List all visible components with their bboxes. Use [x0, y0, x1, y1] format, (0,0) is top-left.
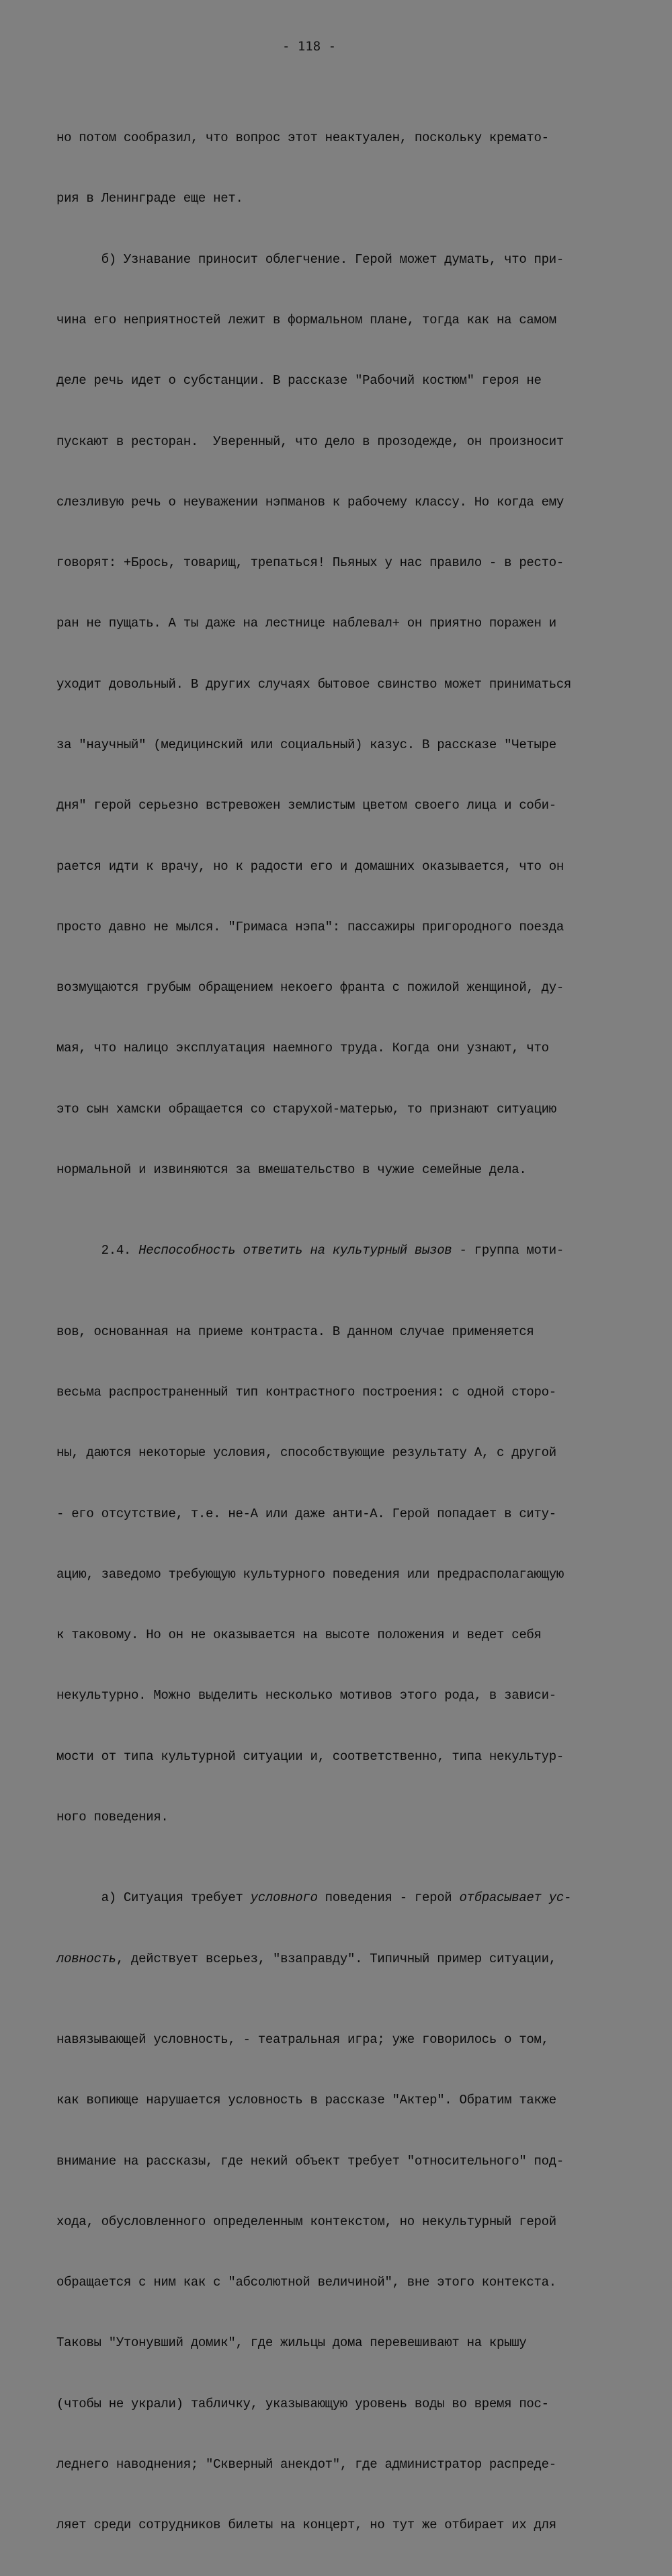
text-line: б) Узнавание приносит облегчение. Герой может думать, что при- — [56, 251, 564, 267]
text-line: пускают в ресторан. Уверенный, что дело в прозодежде, он произносит — [56, 434, 564, 449]
para-a-prefix: а) Ситуация требует — [56, 1890, 251, 1906]
text-line: - его отсутствие, т.е. не-А или даже анти-А. Герой попадает в ситу- — [56, 1506, 556, 1521]
paragraph-a-line-1 — [56, 1888, 618, 1908]
section-heading-line — [56, 1240, 618, 1260]
text-line: но потом сообразил, что вопрос этот неактуален, поскольку кремато- — [56, 130, 549, 146]
text-line: ляет среди сотрудников билеты на концерт, но тут же отбирает их для — [56, 2518, 556, 2533]
text-line: обращается с ним как с "абсолютной величиной", вне этого контекста. — [56, 2275, 556, 2290]
text-line: говорят: +Брось, товарищ, трепаться! Пьяных у нас правило - в ресто- — [56, 555, 564, 571]
body-text — [56, 87, 618, 2576]
text-line: нормальной и извиняются за вмешательство в чужие семейные дела. — [56, 1162, 527, 1177]
text-line: хода, обусловленного определенным контекстом, но некультурный герой — [56, 2214, 556, 2229]
text-line: к таковому. Но он не оказывается на высоте положения и ведет себя — [56, 1627, 542, 1643]
text-line: Таковы "Утонувший домик", где жильцы дома перевешивают на крышу — [56, 2335, 527, 2351]
text-line: (чтобы не украли) табличку, указывающую уровень воды во время пос- — [56, 2396, 549, 2411]
text-line: навязывающей условность, - театральная игра; уже говорилось о том, — [56, 2032, 549, 2047]
text-line: чина его неприятностей лежит в формальном плане, тогда как на самом — [56, 313, 556, 328]
text-line: слезливую речь о неуважении нэпманов к рабочему классу. Но когда ему — [56, 494, 564, 510]
text-line: деле речь идет о субстанции. В рассказе "Рабочий костюм" героя не — [56, 373, 542, 389]
paragraph-a-line-2 — [56, 1949, 618, 1969]
text-line: некультурно. Можно выделить несколько мотивов этого рода, в зависи- — [56, 1688, 556, 1703]
section-title-italic: Неспособность ответить на культурный вызов — [138, 1243, 452, 1258]
text-line: мая, что налицо эксплуатация наемного труда. Когда они узнают, что — [56, 1041, 549, 1056]
text-line: ацию, заведомо требующую культурного поведения или предрасполагающую — [56, 1566, 564, 1582]
text-line: возмущаются грубым обращением некоего франта с пожилой женщиной, ду- — [56, 980, 564, 996]
text-line: ран не пущать. А ты даже на лестнице наблевал+ он приятно поражен и — [56, 616, 556, 631]
text-line: просто давно не мылся. "Гримаса нэпа": пассажиры пригородного поезда — [56, 919, 564, 934]
text-line: весьма распространенный тип контрастного построения: с одной сторо- — [56, 1385, 556, 1400]
text-line: рия в Ленинграде еще нет. — [56, 191, 243, 206]
section-title-suffix: - группа моти- — [452, 1243, 564, 1258]
page-number: - 118 - — [282, 39, 337, 54]
section-number: 2.4. — [56, 1243, 139, 1258]
text-line: леднего наводнения; "Скверный анекдот", где администратор распреде- — [56, 2456, 556, 2472]
para-a-italic-convention: ловность — [56, 1951, 116, 1966]
text-line: уходит довольный. В других случаях бытовое свинство может приниматься — [56, 676, 572, 692]
text-line: вов, основанная на приеме контраста. В данном случае применяется — [56, 1324, 534, 1339]
para-a-mid: поведения - герой — [317, 1890, 460, 1906]
para-a-italic-conditional: условного — [250, 1890, 318, 1906]
text-line: за "научный" (медицинский или социальный) казус. В рассказе "Четыре — [56, 737, 556, 752]
para-a-italic-discards: отбрасывает ус- — [459, 1890, 572, 1906]
text-line: ны, даются некоторые условия, способствующие результату А, с другой — [56, 1445, 556, 1461]
text-line: ного поведения. — [56, 1809, 169, 1824]
para-a-rest: , действует всерьез, "взаправду". Типичный пример ситуации, — [116, 1951, 556, 1966]
text-line: это сын хамски обращается со старухой-матерью, то признают ситуацию — [56, 1101, 556, 1117]
text-line: мости от типа культурной ситуации и, соответственно, типа некультур- — [56, 1748, 564, 1764]
text-line: рается идти к врачу, но к радости его и домашних оказывается, что он — [56, 858, 564, 874]
text-line: как вопиюще нарушается условность в рассказе "Актер". Обратим также — [56, 2093, 556, 2108]
text-line: внимание на рассказы, где некий объект требует "относительного" под- — [56, 2153, 564, 2169]
text-line: дня" герой серьезно встревожен землистым цветом своего лица и соби- — [56, 798, 556, 813]
